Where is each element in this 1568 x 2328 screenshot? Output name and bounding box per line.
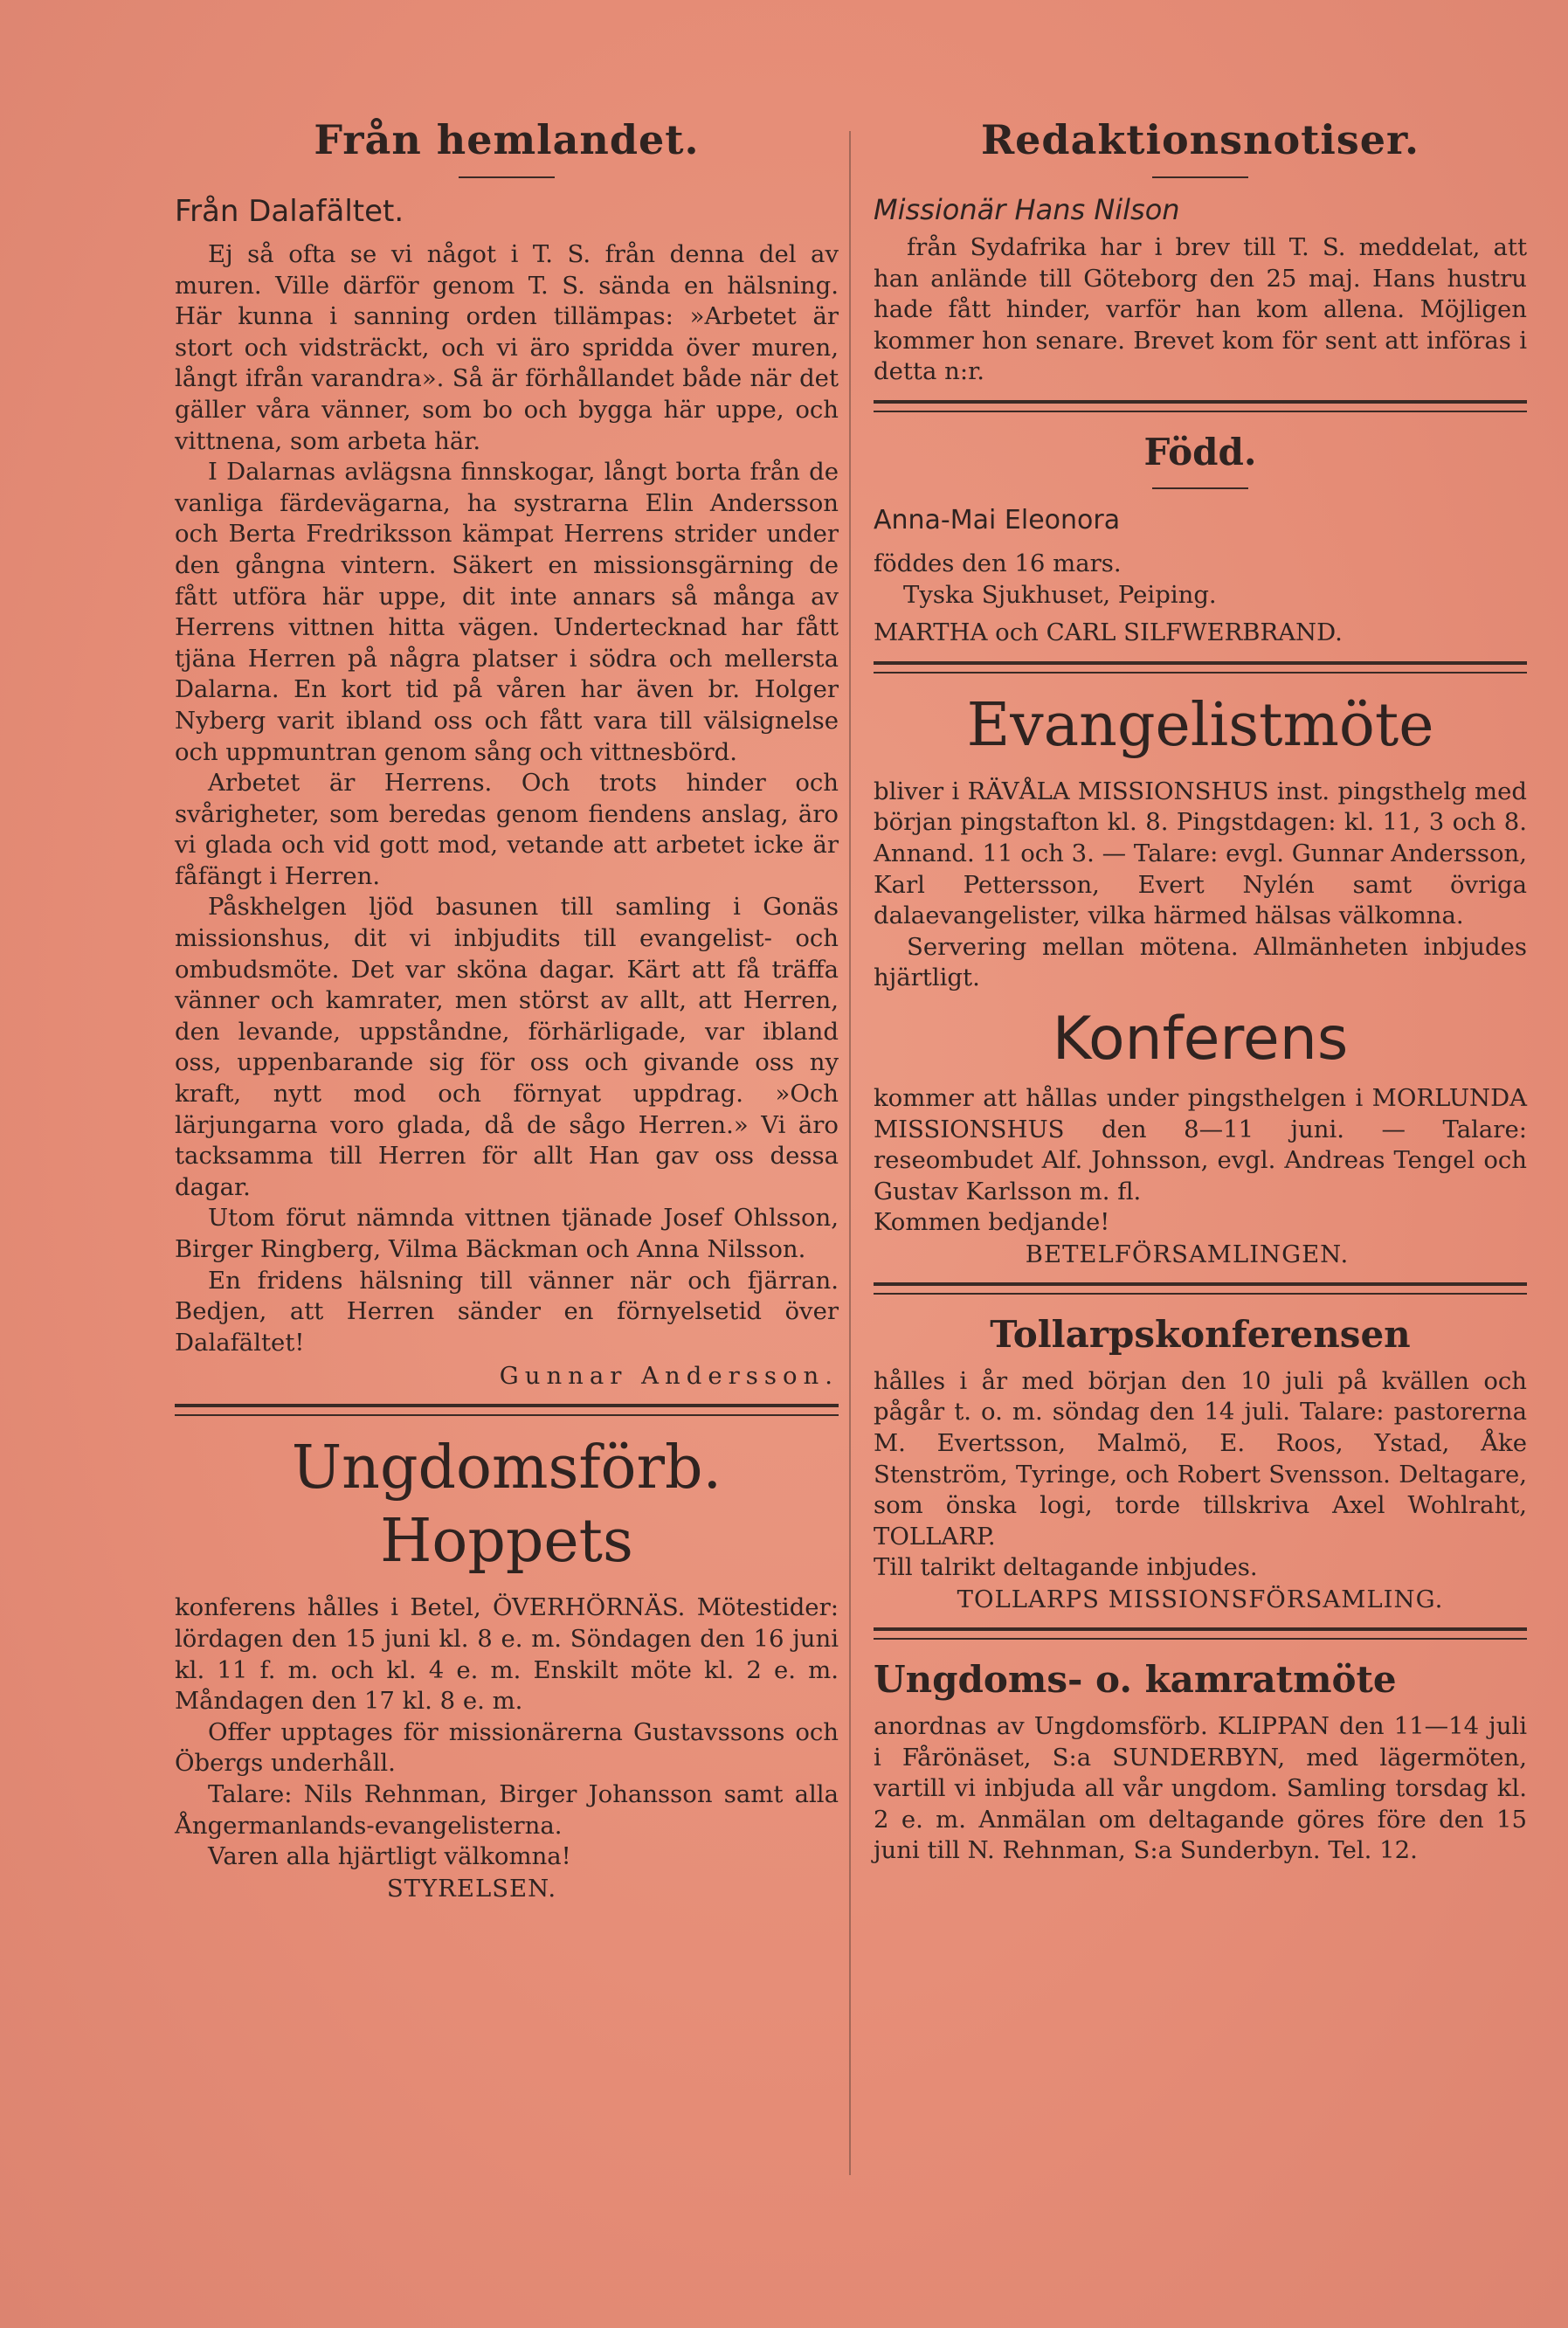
double-rule xyxy=(874,1627,1527,1640)
double-rule xyxy=(874,1282,1527,1295)
article-paragraph: En fridens hälsning till vänner när och fjärran. Bedjen, att Herren sänder en förnyelsetid över Dalafältet! xyxy=(175,1266,839,1357)
tollarp-invite: Till talrikt deltagande inbjudes. xyxy=(874,1553,1258,1582)
evangelist-heading: Evangelistmöte xyxy=(966,690,1434,760)
article-paragraph: Ej så ofta se vi något i T. S. från denna del av muren. Ville därför genom T. S. sända en hälsning. Här kunna i sanning orden tillämpas: »Arbetet är stort och vidsträckt, och vi äro spridda över muren, långt ifrån varandra». Så är förhållandet både när det gäller våra vänner, som bo och bygga här uppe, och vittnena, som arbeta här. xyxy=(175,240,839,455)
short-rule xyxy=(1152,176,1248,178)
notice-subtitle: Missionär Hans Nilson xyxy=(874,193,1180,226)
notice-text: från Sydafrika har i brev till T. S. meddelat, att han anlände till Göteborg den 25 maj. Hans hustru hade fått hinder, varför han kom allena. Möjligen kommer hon senare. Brevet kom för sent att införas i detta n:r. xyxy=(874,233,1527,386)
right-column xyxy=(874,114,1527,1867)
section-title-hemlandet: Från hemlandet. xyxy=(314,116,700,163)
article-subtitle: Från Dalafältet. xyxy=(175,194,404,229)
birth-parents: MARTHA och CARL SILFWERBRAND. xyxy=(874,618,1343,647)
tollarp-signed: TOLLARPS MISSIONSFÖRSAMLING. xyxy=(957,1585,1444,1614)
kamratmote-text: anordnas av Ungdomsförb. KLIPPAN den 11—14 juli i Fårönäset, S:a SUNDERBYN, med lägermöten, vartill vi inbjuda all vår ungdom. Samling torsdag kl. 2 e. m. Anmälan om deltagande göres före den 15 juni till N. Rehnman, S:a Sunderbyn. Tel. 12. xyxy=(874,1712,1527,1865)
ungdom-text: Varen alla hjärtligt välkomna! xyxy=(208,1842,571,1871)
short-rule xyxy=(1152,487,1248,489)
konferens-signed: BETELFÖRSAMLINGEN. xyxy=(1025,1240,1350,1268)
ungdom-text: Offer upptages för missionärerna Gustavssons och Öbergs underhåll. xyxy=(175,1717,839,1778)
article-paragraph: Utom förut nämnda vittnen tjänade Josef Ohlsson, Birger Ringberg, Vilma Bäckman och Anna Nilsson. xyxy=(175,1204,839,1263)
ungdom-text: Talare: Nils Rehnman, Birger Johansson samt alla Ångermanlands-evangelisterna. xyxy=(175,1779,839,1840)
article-paragraph: I Dalarnas avlägsna finnskogar, långt borta från de vanliga färdevägarna, ha systrarna Elin Andersson och Berta Fredriksson kämpat Herrens strider under den gångna vintern. Säkert en missionsgärning de fått utföra här uppe, dit inte annars så många av Herrens vittnen hitta vägen. Undertecknad har fått tjäna Herren på några platser i södra och mellersta Dalarna. En kort tid på våren har även br. Holger Nyberg varit ibland oss och fått vara till välsignelse och uppmuntran genom sång och vittnesbörd. xyxy=(175,458,839,766)
tollarp-heading: Tollarpskonferensen xyxy=(990,1312,1411,1356)
evangelist-text: Servering mellan mötena. Allmänheten inbjudes hjärtligt. xyxy=(874,932,1527,992)
tollarp-text: hålles i år med början den 10 juli på kvällen och pågår t. o. m. söndag den 14 juli. Talare: pastorerna M. Evertsson, Malmö, E. Roos, Ystad, Åke Stenström, Tyringe, och Robert Svensson. Deltagare, som önska logi, torde tillskriva Axel Wohlraht, TOLLARP. xyxy=(874,1366,1527,1551)
ungdom-signed: STYRELSEN. xyxy=(386,1874,557,1903)
ungdom-text: konferens hålles i Betel, ÖVERHÖRNÄS. Mötestider: lördagen den 15 juni kl. 8 e. m. Söndagen den 16 juni kl. 11 f. m. och kl. 4 e. m. Enskilt möte kl. 2 e. m. Måndagen den 17 kl. 8 e. m. xyxy=(175,1593,839,1716)
birth-place: Tyska Sjukhuset, Peiping. xyxy=(903,580,1217,609)
ungdom-heading: Ungdomsförb. Hoppets xyxy=(291,1433,722,1577)
birth-name: Anna-Mai Eleonora xyxy=(874,504,1121,535)
konferens-closing: Kommen bedjande! xyxy=(874,1208,1110,1237)
konferens-heading: Konferens xyxy=(1052,1004,1349,1074)
column-divider xyxy=(849,131,851,2175)
article-signature: Gunnar Andersson. xyxy=(499,1362,839,1391)
article-paragraph: Påskhelgen ljöd basunen till samling i Gonäs missionshus, dit vi inbjudits till evangelist- och ombudsmöte. Det var sköna dagar. Kärt att få träffa vänner och kamrater, men störst av allt, att Herren, den levande, uppståndne, förhärligade, var ibland oss, uppenbarande sig för oss och givande oss ny kraft, nytt mod och förnyat uppdrag. »Och lärjungarna voro glada, då de sågo Herren.» Vi äro tacksamma till Herren för allt Han gav oss dessa dagar. xyxy=(175,893,839,1201)
double-rule xyxy=(175,1404,839,1416)
fodd-heading: Född. xyxy=(1143,430,1257,473)
birth-date: föddes den 16 mars. xyxy=(874,549,1122,577)
kamratmote-heading: Ungdoms- o. kamratmöte xyxy=(874,1658,1397,1702)
double-rule xyxy=(874,400,1527,412)
short-rule xyxy=(459,176,555,178)
evangelist-text: bliver i RÄVÅLA MISSIONSHUS inst. pingsthelg med början pingstafton kl. 8. Pingstdagen: kl. 11, 3 och 8. Annand. 11 och 3. — Talare: evgl. Gunnar Andersson, Karl Pettersson, Evert Nylén samt övriga dalaevangelister, vilka härmed hälsas välkomna. xyxy=(874,777,1527,930)
konferens-text: kommer att hållas under pingsthelgen i MORLUNDA MISSIONSHUS den 8—11 juni. — Talare: reseombudet Alf. Johnsson, evgl. Andreas Tengel och Gustav Karlsson m. fl. xyxy=(874,1083,1527,1205)
section-title-redaktion: Redaktionsnotiser. xyxy=(980,116,1420,163)
double-rule xyxy=(874,661,1527,674)
article-paragraph: Arbetet är Herrens. Och trots hinder och svårigheter, som beredas genom fiendens anslag, äro vi glada och vid gott mod, vetande att arbetet icke är fåfängt i Herren. xyxy=(175,769,839,890)
left-column xyxy=(175,114,839,1904)
